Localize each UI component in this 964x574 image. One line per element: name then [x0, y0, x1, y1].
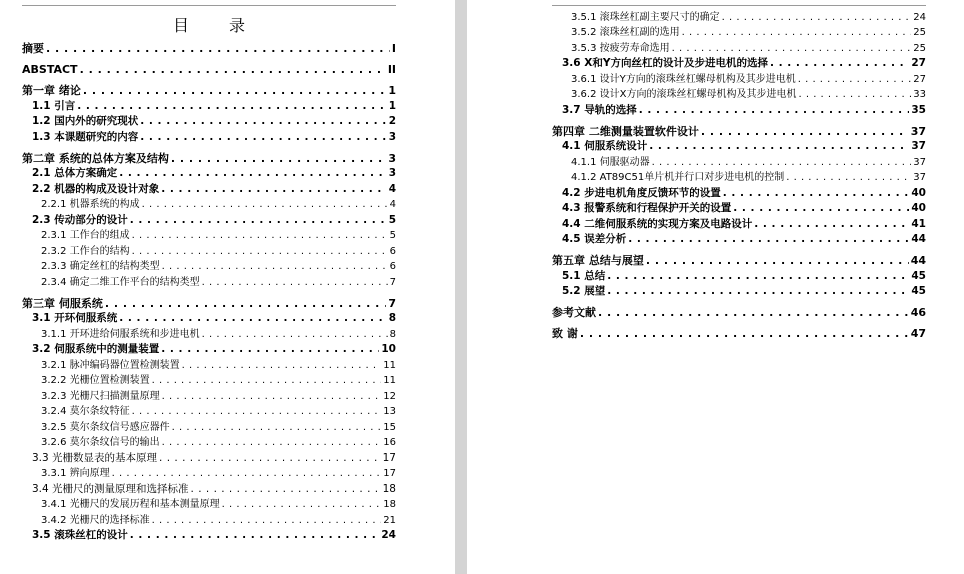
toc-subsection[interactable]: 3.2.2 光栅位置检测装置 . . . 11 [22, 373, 396, 389]
toc-chapter[interactable]: 第四章 二维测量装置软件设计 . . . 37 [552, 123, 926, 139]
toc-subsection[interactable]: 3.5.2 滚珠丝杠副的选用 . . . 25 [552, 25, 926, 41]
toc-subsection[interactable]: 4.1.2 AT89C51单片机并行口对步进电机的控制 . . . 37 [552, 170, 926, 186]
toc-subsection[interactable]: 2.3.4 确定二维工作平台的结构类型 . . . 7 [22, 274, 396, 290]
toc-section[interactable]: 5.1 总结 . . . 45 [552, 268, 926, 284]
toc-entry[interactable]: ABSTACT . . . II [22, 61, 396, 77]
toc-chapter[interactable]: 第五章 总结与展望 . . . 44 [552, 252, 926, 268]
toc-section[interactable]: 4.1 伺服系统设计 . . . 37 [552, 139, 926, 155]
toc-subsection[interactable]: 3.2.5 莫尔条纹信号感应器件 . . . 15 [22, 419, 396, 435]
toc-chapter[interactable]: 致 谢 . . . 47 [552, 325, 926, 341]
toc-chapter[interactable]: 参考文献 . . . 46 [552, 304, 926, 320]
page-gutter [455, 0, 467, 574]
toc-section[interactable]: 2.1 总体方案确定 . . . 3 [22, 166, 396, 182]
toc-subsection[interactable]: 3.2.4 莫尔条纹特征 . . . 13 [22, 404, 396, 420]
toc-chapter[interactable]: 第一章 绪论 . . . 1 [22, 82, 396, 98]
toc-section[interactable]: 3.6 X和Y方向丝杠的设计及步进电机的选择 . . . 27 [552, 56, 926, 72]
header-rule [552, 5, 926, 6]
toc-section[interactable]: 2.2 机器的构成及设计对象 . . . 4 [22, 181, 396, 197]
toc-section[interactable]: 4.2 步进电机角度反馈环节的设置 . . . 40 [552, 185, 926, 201]
toc-section[interactable]: 5.2 展望 . . . 45 [552, 284, 926, 300]
toc-title: 目 录 [172, 16, 257, 35]
toc-subsection[interactable]: 3.6.2 设计X方向的滚珠丝杠螺母机构及其步进电机 . . . 33 [552, 87, 926, 103]
toc-section[interactable]: 3.7 导轨的选择 . . . 35 [552, 102, 926, 118]
toc-section[interactable]: 3.3 光栅数显表的基本原理 . . . 17 [22, 450, 396, 466]
toc-subsection[interactable]: 3.2.1 脉冲编码器位置检测装置 . . . 11 [22, 357, 396, 373]
toc-subsection[interactable]: 3.1.1 开环进给伺服系统和步进电机 . . . 8 [22, 326, 396, 342]
toc-list-right [552, 9, 926, 341]
toc-subsection[interactable]: 3.6.1 设计Y方向的滚珠丝杠螺母机构及其步进电机 . . . 27 [552, 71, 926, 87]
toc-chapter[interactable]: 第三章 伺服系统 . . . 7 [22, 295, 396, 311]
toc-section[interactable]: 2.3 传动部分的设计 . . . 5 [22, 212, 396, 228]
toc-section[interactable]: 1.3 本课题研究的内容 . . . 3 [22, 129, 396, 145]
toc-subsection[interactable]: 2.3.3 确定丝杠的结构类型 . . . 6 [22, 259, 396, 275]
toc-subsection[interactable]: 3.2.6 莫尔条纹信号的输出 . . . 16 [22, 435, 396, 451]
toc-section[interactable]: 3.4 光栅尺的测量原理和选择标准 . . . 18 [22, 481, 396, 497]
header-rule [22, 5, 396, 6]
toc-subsection[interactable]: 2.3.2 工作台的结构 . . . 6 [22, 243, 396, 259]
toc-subsection[interactable]: 4.1.1 伺服驱动器 . . . 37 [552, 154, 926, 170]
toc-subsection[interactable]: 3.3.1 辨向原理 . . . 17 [22, 466, 396, 482]
toc-section[interactable]: 1.1 引言 . . . 1 [22, 98, 396, 114]
toc-subsection[interactable]: 3.4.2 光栅尺的选择标准 . . . 21 [22, 512, 396, 528]
toc-section[interactable]: 3.2 伺服系统中的测量装置 . . . 10 [22, 342, 396, 358]
toc-subsection[interactable]: 3.2.3 光栅尺扫描测量原理 . . . 12 [22, 388, 396, 404]
toc-section[interactable]: 1.2 国内外的研究现状 . . . 2 [22, 114, 396, 130]
toc-subsection[interactable]: 3.4.1 光栅尺的发展历程和基本测量原理 . . . 18 [22, 497, 396, 513]
toc-subsection[interactable]: 2.2.1 机器系统的构成 . . . 4 [22, 197, 396, 213]
toc-list-left [22, 40, 396, 543]
toc-section[interactable]: 4.3 报警系统和行程保护开关的设置 . . . 40 [552, 201, 926, 217]
toc-subsection[interactable]: 3.5.1 滚珠丝杠副主要尺寸的确定 . . . 24 [552, 9, 926, 25]
toc-entry[interactable]: 摘要 . . . I [22, 40, 396, 56]
toc-page-left [0, 0, 455, 574]
toc-page-right [467, 0, 964, 574]
toc-section[interactable]: 3.1 开环伺服系统 . . . 8 [22, 311, 396, 327]
toc-section[interactable]: 4.4 二维伺服系统的实现方案及电路设计 . . . 41 [552, 216, 926, 232]
toc-subsection[interactable]: 2.3.1 工作台的组成 . . . 5 [22, 228, 396, 244]
toc-chapter[interactable]: 第二章 系统的总体方案及结构 . . . 3 [22, 150, 396, 166]
toc-subsection[interactable]: 3.5.3 按疲劳寿命选用 . . . 25 [552, 40, 926, 56]
toc-section[interactable]: 4.5 误差分析 . . . 44 [552, 232, 926, 248]
toc-section[interactable]: 3.5 滚珠丝杠的设计 . . . 24 [22, 528, 396, 544]
